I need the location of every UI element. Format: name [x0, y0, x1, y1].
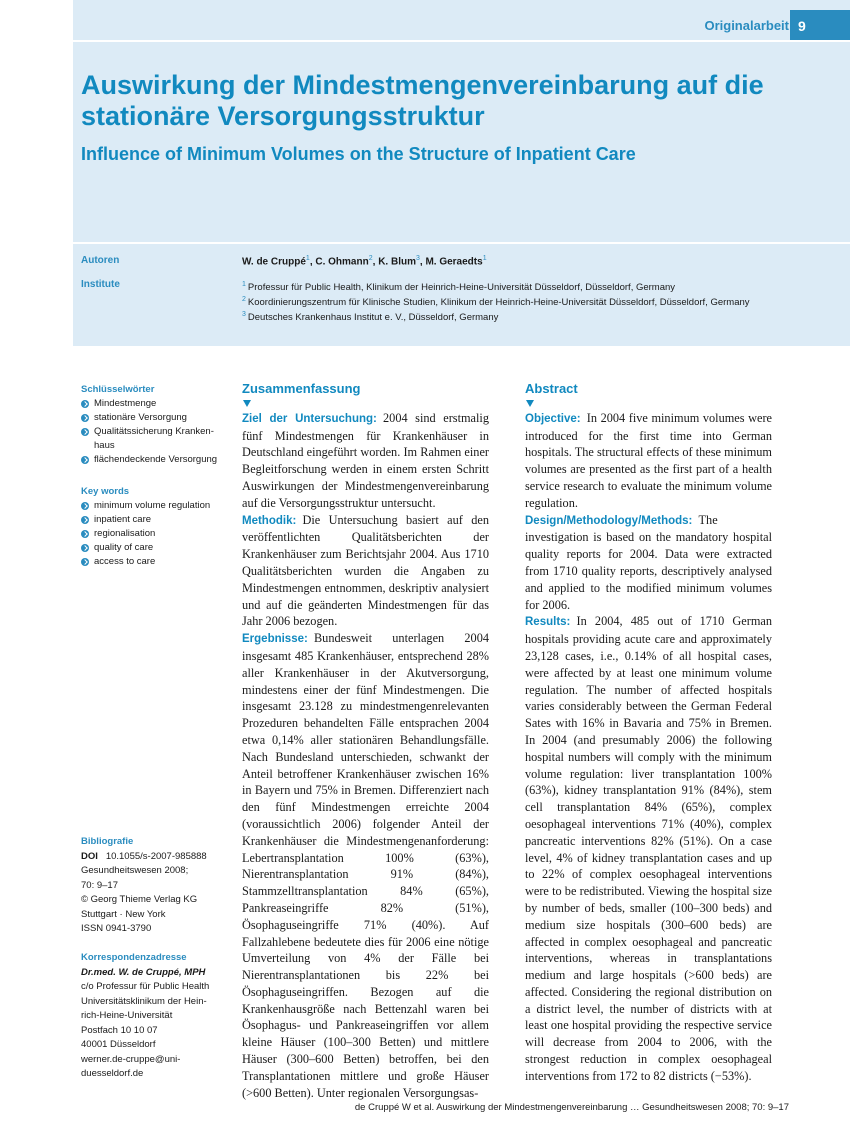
- biblio-line: ISSN 0941-3790: [81, 923, 152, 934]
- keywords-en: [81, 485, 231, 569]
- doi-value: 10.1055/s-2007-985888: [105, 850, 207, 862]
- institute-item: [242, 309, 750, 324]
- contact-line: duesseldorf.de: [81, 1068, 144, 1079]
- institute-list: [242, 279, 750, 324]
- institute-text: Deutsches Krankenhaus Institut e. V., Düsseldorf, Germany: [247, 312, 499, 324]
- chevron-bullet-icon: [81, 502, 89, 510]
- zusammenfassung-column: [242, 381, 489, 1101]
- contact-line: werner.de-cruppe@uni-: [81, 1053, 181, 1065]
- chevron-bullet-icon: [81, 516, 89, 524]
- paragraph-lead: Objective:: [525, 412, 581, 425]
- keywords-de-title: Schlüsselwörter: [81, 384, 155, 395]
- abstract-paragraph: [525, 410, 772, 512]
- biblio-lines: [81, 864, 231, 937]
- paragraph-text: 2004 sind erstmalig fünf Mindestmengen für Krankenhäuser in Deutschland eingeführt worden. Im Rahmen einer Begleitforschung werden in einem ersten Schritt Auswirkungen der Mindestmengenvereinbarung auf die Versorgungsstruktur untersucht.: [242, 410, 489, 510]
- keyword-item: [81, 425, 231, 453]
- article-title: Auswirkung der Mindestmengenvereinbarung auf die stationäre Versorgungsstruktur: [81, 70, 764, 131]
- keyword-item: [81, 453, 231, 467]
- keyword-text: minimum volume regulation: [94, 500, 211, 511]
- keyword-text: access to care: [94, 556, 156, 567]
- abstract-paragraph: [242, 512, 489, 631]
- institute-number: 3: [242, 311, 246, 319]
- contact-lines: [81, 980, 231, 1082]
- author-list: W. de Cruppé$^1$, C. Ohmann$^2$, K. Blum$^3$, M. Geraedts$^1$: [242, 255, 487, 268]
- keyword-text: inpatient care: [94, 514, 152, 525]
- author-name: K. Blum: [378, 256, 416, 268]
- contact-line: Universitätsklinikum der Hein-: [81, 995, 207, 1007]
- keywords-de-list: [81, 397, 231, 467]
- chevron-bullet-icon: [81, 558, 89, 566]
- abstract-title: Abstract: [525, 381, 578, 396]
- header-divider: [73, 242, 850, 244]
- paragraph-lead: Results:: [525, 616, 571, 629]
- keyword-item: [81, 541, 231, 555]
- biblio-line: Gesundheitswesen 2008;: [81, 865, 189, 876]
- paragraph-text: Bundesweit unterlagen 2004 insgesamt 485 Krankenhäuser, entsprechend 28% aller Krankenhäuser in der Akutversorgung, mindestens einer der fünf Mindestmengen. Die insgesamt 23.128 zu mindestmengenrelevanten Prozeduren behandelten Fälle entsprachen 2004 etwa 0,14% aller stationären Behandlungsfälle. Nach Bundesland unterschieden, schwankt der Anteil betroffener Krankenhäuser zwischen 16% in Bayern und 75% in Bremen. Differenziert nach den fünf Mindestmengen erreichte 2004 (voraussichtlich 2006) folgender Anteil der Krankenhäuser die Mindestmengenanforderung: Lebertransplantation 100% (63%), Nierentransplantation 91% (84%), Stammzelltransplantation 84% (65%), Pankreaseingriffe 82% (51%), Ösophaguseingriffe 71% (40%). Auf Fallzahlebene bedeutete dies für 2006 eine nötige Umverteilung von 4% der Fälle bei Nierentransplantationen bis 22% bei Ösophaguseingriffen. Bezogen auf die Krankenhausgröße nach Bettenzahl waren bei Ösophagus- und Pankreaseingriffen vor allem kleine Häuser (100–300 Betten) und mittlere Häuser (300–600 Betten) betroffen, bei den Transplantationen mittlere und große Häuser (>600 Betten). Unter regionalen Versorgungsas-: [242, 631, 489, 1100]
- author-name: M. Geraedts: [425, 256, 483, 268]
- footer-citation: de Cruppé W et al. Auswirkung der Mindestmengenvereinbarung … Gesundheitswesen 2008; 70: 9–17: [354, 1102, 789, 1113]
- paragraph-lead: Ergebnisse:: [242, 633, 308, 646]
- paragraph-text: In 2004, 485 out of 1710 German hospitals providing acute care and approximately 23,128 cases, i.e., 0.14% of all hospital cases, were affected by at least one minimum volume regulation. The number of affected hospitals varies considerably between the German Federal Sates with 16% in Bavaria and 75% in Bremen. In 2004 (and presumably 2006) the following hospital numbers will comply with the minimum volume regulation: liver transplantation 100% (63%), kidney transplantation 91% (84%), stem cell transplantation 84% (65%), complex oesophageal interventions 71% (40%), complex pancreatic interventions 82% (51%). On a case level, 4% of kidney transplantation cases and up to 22% of complex oesophageal interventions were to be redistributed. Viewing the hospital size by number of beds, smaller (100–300 beds) and medium size hospitals (300–600 beds) are affected in complex oesophageal and pancreatic interventions, whereas in transplantations medium and large hospitals (>600 beds) are affected. Considering the regional distribution on a district level, the number of districts with at least one hospital providing the respective service will decrease from 2004 to 2006, with the strongest reduction in complex oesophageal interventions from 172 to 82 districts (−53%).: [525, 614, 772, 1083]
- biblio-line: © Georg Thieme Verlag KG: [81, 894, 198, 905]
- authors-label: Autoren: [81, 255, 120, 266]
- keywords-de: [81, 383, 231, 467]
- paragraph-text: The investigation is based on the mandatory hospital quality reports for 2004. Data were extracted from 1710 quality reports, descriptively analysed and applied to the modified minimum volumes for 2006.: [525, 512, 772, 612]
- institutes-label: Institute: [81, 279, 120, 290]
- institute-item: [242, 279, 750, 294]
- chevron-bullet-icon: [81, 544, 89, 552]
- keyword-item: [81, 397, 231, 411]
- abstract-body: [525, 410, 772, 1085]
- keyword-text: Mindestmenge: [94, 398, 157, 409]
- keyword-item: [81, 513, 231, 527]
- abstract-paragraph: [242, 630, 489, 1101]
- keyword-item: [81, 499, 231, 513]
- chevron-bullet-icon: [81, 428, 89, 436]
- contact-line: rich-Heine-Universität: [81, 1010, 173, 1021]
- paragraph-text: Die Untersuchung basiert auf den veröffentlichten Qualitätsberichten der Krankenhäuser zum Berichtsjahr 2004. Aus 1710 Qualitätsberichten wurden die Angaben zu Mindestmengen entnommen, deskriptiv analysiert und auf die geänderten Mindestmengen für das Jahr 2006 bezogen.: [242, 512, 489, 629]
- author-affiliation: 2: [368, 255, 373, 262]
- header-rule: [73, 40, 850, 42]
- institute-text: Koordinierungszentrum für Klinische Studien, Klinikum der Heinrich-Heine-Universität Düsseldorf, Düsseldorf, Germany: [247, 297, 750, 309]
- section-label: Originalarbeit: [704, 18, 789, 33]
- keyword-item: [81, 411, 231, 425]
- zusammenfassung-body: [242, 410, 489, 1102]
- author-affiliation: 1: [482, 255, 487, 262]
- triangle-down-icon: [243, 400, 251, 407]
- paragraph-lead: Design/Methodology/Methods:: [525, 514, 693, 527]
- institute-number: 1: [242, 281, 246, 288]
- triangle-down-icon: [526, 400, 534, 407]
- correspondence: [81, 951, 231, 1082]
- keywords-en-list: [81, 499, 231, 569]
- contact-title: Korrespondenzadresse: [81, 952, 187, 963]
- keyword-text: Qualitätssicherung Kranken-haus: [94, 426, 214, 451]
- paragraph-text: In 2004 five minimum volumes were introduced for the first time into German hospitals. The structural effects of these minimum volumes are presented as the first part of a health service research to evaluate the minimum volume regulation.: [525, 410, 772, 510]
- chevron-bullet-icon: [81, 400, 89, 408]
- abstract-paragraph: [242, 410, 489, 512]
- abstract-column: [525, 381, 772, 1085]
- contact-line: Postfach 10 10 07: [81, 1024, 158, 1036]
- abstract-paragraph: [525, 512, 772, 614]
- abstract-paragraph: [525, 613, 772, 1084]
- bibliography: [81, 835, 231, 937]
- keyword-item: [81, 527, 231, 541]
- chevron-bullet-icon: [81, 414, 89, 422]
- doi-line: [81, 850, 231, 865]
- keyword-text: flächendeckende Versorgung: [94, 454, 218, 465]
- keyword-text: quality of care: [94, 542, 154, 553]
- contact-name: Dr.med. W. de Cruppé, MPH: [81, 966, 206, 978]
- zusammenfassung-title: Zusammenfassung: [242, 381, 361, 396]
- author-affiliation: 3: [415, 255, 420, 262]
- institute-item: [242, 294, 750, 309]
- page-number: 9: [790, 10, 850, 40]
- contact-line: c/o Professur für Public Health: [81, 981, 210, 992]
- biblio-line: 70: 9–17: [81, 879, 118, 891]
- chevron-bullet-icon: [81, 530, 89, 538]
- contact-line: 40001 Düsseldorf: [81, 1039, 156, 1050]
- institute-text: Professur für Public Health, Klinikum der Heinrich-Heine-Universität Düsseldorf, Düsseldorf, Germany: [247, 282, 676, 294]
- article-subtitle: Influence of Minimum Volumes on the Structure of Inpatient Care: [81, 144, 636, 164]
- chevron-bullet-icon: [81, 456, 89, 464]
- keywords-en-title: Key words: [81, 486, 130, 497]
- biblio-line: Stuttgart · New York: [81, 908, 166, 920]
- author-name: W. de Cruppé: [242, 256, 306, 268]
- paragraph-lead: Ziel der Untersuchung:: [242, 412, 377, 425]
- paragraph-lead: Methodik:: [242, 514, 297, 527]
- biblio-title: Bibliografie: [81, 836, 134, 847]
- author-name: C. Ohmann: [315, 256, 369, 268]
- keyword-text: regionalisation: [94, 528, 156, 539]
- author-affiliation: 1: [305, 255, 310, 262]
- keyword-text: stationäre Versorgung: [94, 412, 187, 423]
- institute-number: 2: [242, 296, 246, 304]
- doi-label: DOI: [81, 850, 98, 862]
- keyword-item: [81, 555, 231, 569]
